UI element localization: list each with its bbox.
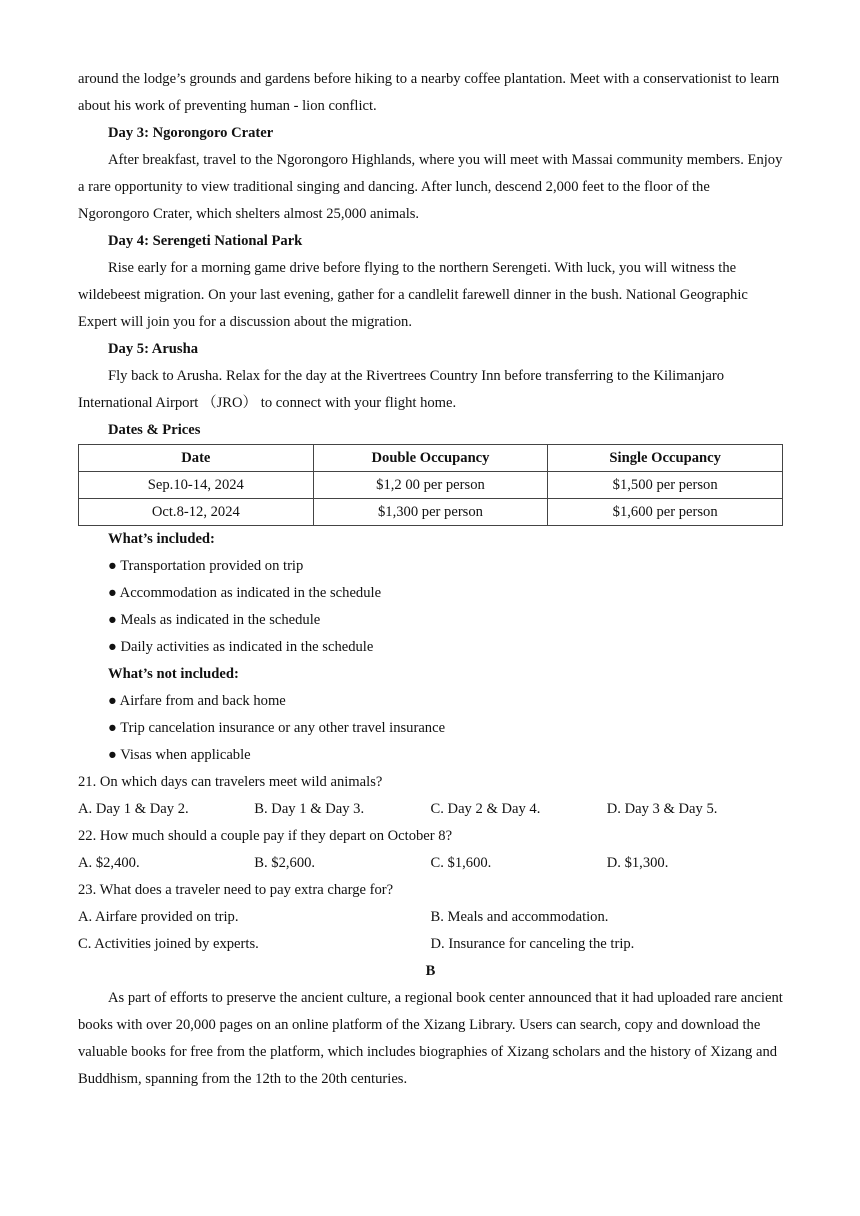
table-cell: $1,300 per person: [313, 499, 548, 526]
option: C. Day 2 & Day 4.: [430, 801, 541, 817]
day-4-text: Rise early for a morning game drive before flying to the northern Serengeti. With luck, you will witness the wildebeest migration. On your last evening, gather for a candlelit farewell dinner in the bush. National Geographic Expert will join you for a discussion about the migration.: [78, 260, 748, 330]
list-item: ● Airfare from and back home: [108, 693, 286, 709]
document-page: [78, 66, 783, 1093]
list-item: ● Visas when applicable: [108, 747, 251, 763]
list-item: ● Trip cancelation insurance or any other travel insurance: [108, 720, 446, 736]
table-header-single: Single Occupancy: [548, 445, 783, 472]
table-cell: $1,500 per person: [548, 472, 783, 499]
option: B. $2,600.: [254, 855, 316, 871]
section-b-label: B: [425, 963, 436, 979]
table-cell: $1,2 00 per person: [313, 472, 548, 499]
list-item: ● Accommodation as indicated in the schedule: [108, 585, 382, 601]
table-row: [79, 472, 783, 499]
prices-table: [78, 444, 783, 526]
option: A. $2,400.: [78, 855, 140, 871]
day-3-text: After breakfast, travel to the Ngorongoro Highlands, where you will meet with Massai community members. Enjoy a rare opportunity to view traditional singing and dancing. After lunch, descend 2,000 feet to the floor of the Ngorongoro Crater, which shelters almost 25,000 animals.: [78, 152, 783, 222]
prices-heading: Dates & Prices: [108, 422, 201, 438]
option: A. Day 1 & Day 2.: [78, 801, 189, 817]
section-b-paragraph: As part of efforts to preserve the ancient culture, a regional book center announced that it had uploaded rare ancient books with over 20,000 pages on an online platform of the Xizang Library. Users can search, copy and download the valuable books for free from the platform, which includes biographies of Xizang scholars and the history of Xizang and Buddhism, spanning from the 12th to the 20th centuries.: [78, 990, 783, 1087]
day-5-heading: Day 5: Arusha: [108, 341, 199, 357]
day-3-heading: Day 3: Ngorongoro Crater: [108, 125, 274, 141]
option: B. Day 1 & Day 3.: [254, 801, 365, 817]
table-cell: Sep.10-14, 2024: [79, 472, 314, 499]
question-23-options-row-1: [78, 904, 783, 931]
table-cell: $1,600 per person: [548, 499, 783, 526]
question-21-options: [78, 796, 783, 823]
question-23-options-row-2: [78, 931, 783, 958]
day-4-heading: Day 4: Serengeti National Park: [108, 233, 303, 249]
option: C. $1,600.: [430, 855, 492, 871]
option: B. Meals and accommodation.: [430, 909, 609, 925]
option: D. Day 3 & Day 5.: [606, 801, 718, 817]
table-header-double: Double Occupancy: [313, 445, 548, 472]
day-5-text: Fly back to Arusha. Relax for the day at the Rivertrees Country Inn before transferring to the Kilimanjaro International Airport （JRO） to connect with your flight home.: [78, 368, 725, 411]
table-cell: Oct.8-12, 2024: [79, 499, 314, 526]
question-22: 22. How much should a couple pay if they depart on October 8?: [78, 828, 453, 844]
table-header-date: Date: [79, 445, 314, 472]
table-header-row: [79, 445, 783, 472]
included-heading: What’s included:: [108, 531, 215, 547]
option: D. Insurance for canceling the trip.: [430, 936, 635, 952]
question-21: 21. On which days can travelers meet wild animals?: [78, 774, 383, 790]
question-22-options: [78, 850, 783, 877]
option: A. Airfare provided on trip.: [78, 909, 239, 925]
option: C. Activities joined by experts.: [78, 936, 259, 952]
intro-paragraph: around the lodge’s grounds and gardens before hiking to a nearby coffee plantation. Meet with a conservationist to learn about his work of preventing human - lion conflict.: [78, 71, 780, 114]
list-item: ● Transportation provided on trip: [108, 558, 304, 574]
list-item: ● Daily activities as indicated in the schedule: [108, 639, 374, 655]
not-included-heading: What’s not included:: [108, 666, 239, 682]
list-item: ● Meals as indicated in the schedule: [108, 612, 321, 628]
option: D. $1,300.: [606, 855, 669, 871]
question-23: 23. What does a traveler need to pay extra charge for?: [78, 882, 394, 898]
table-row: [79, 499, 783, 526]
